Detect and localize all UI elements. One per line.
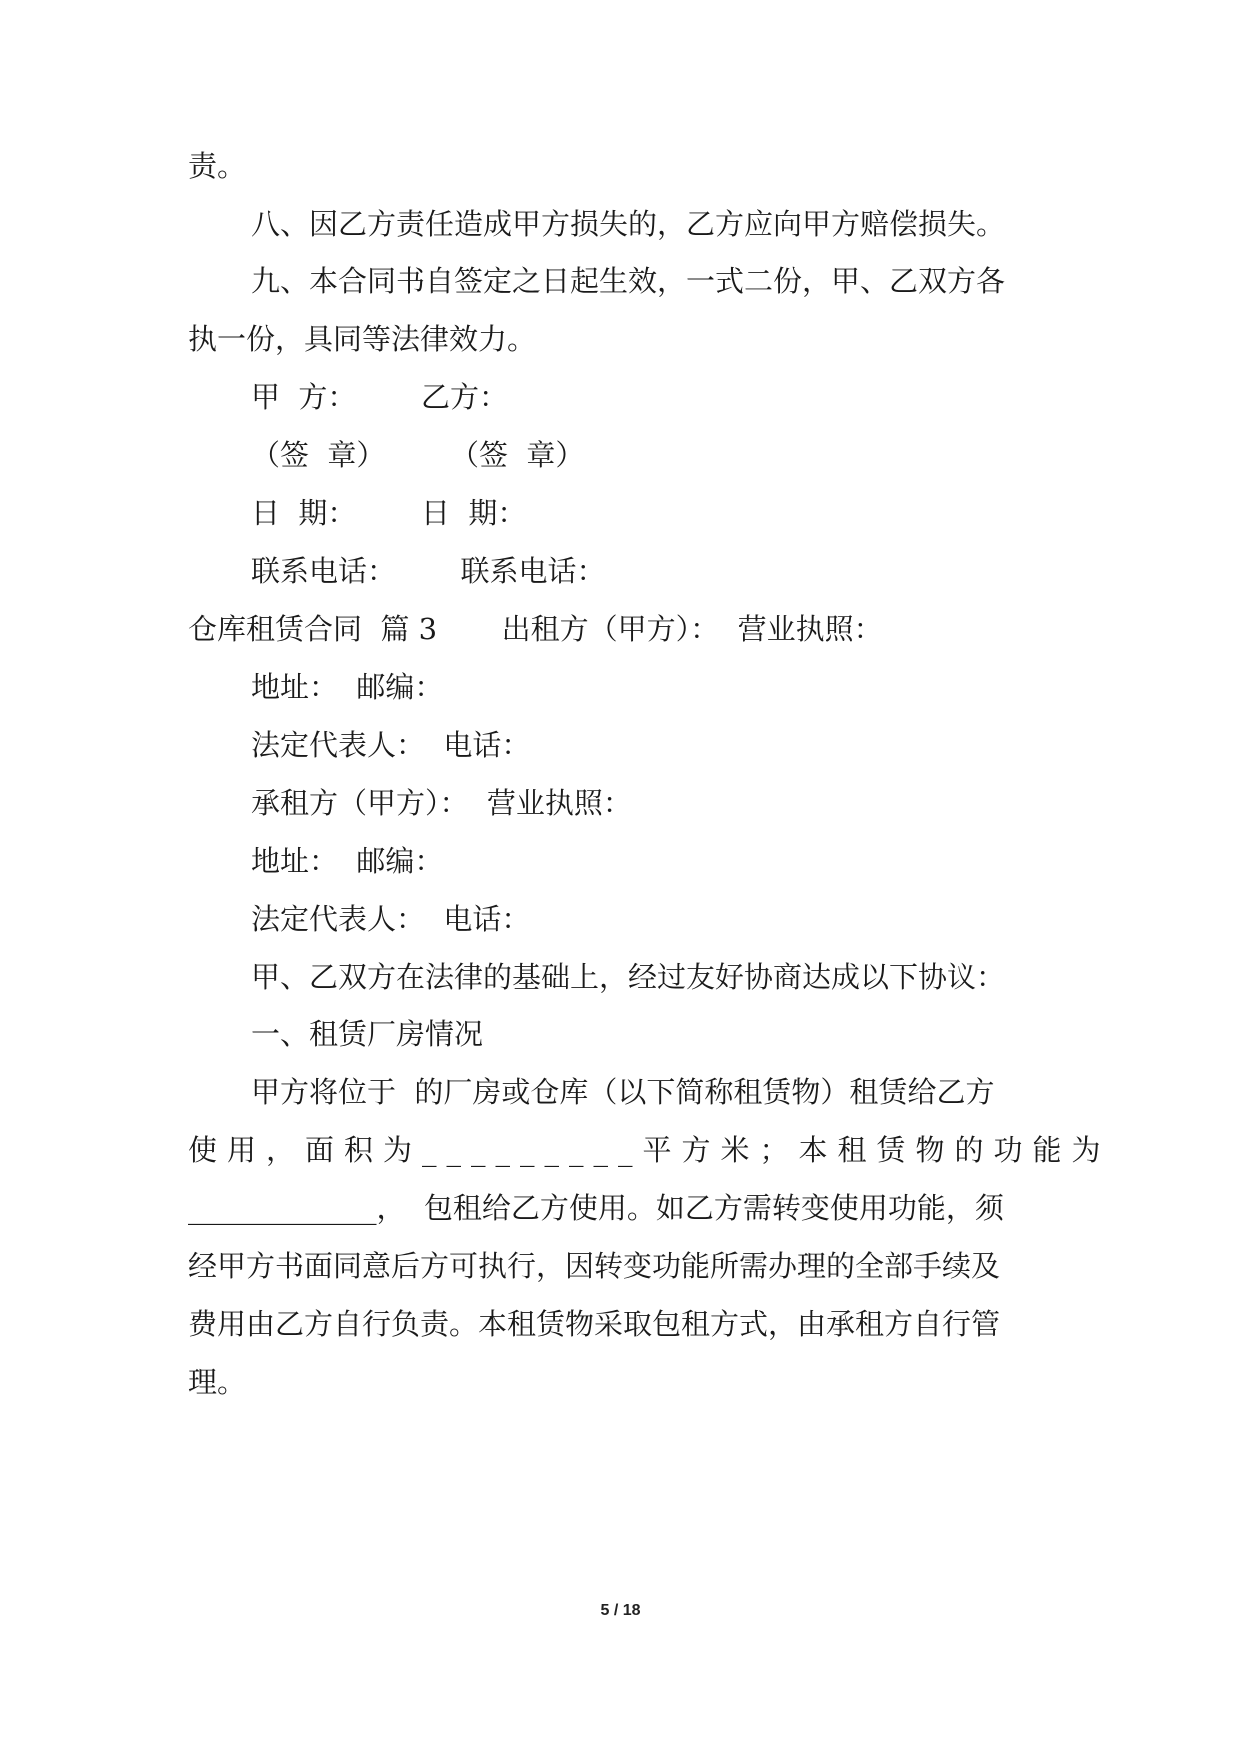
lessor-representative-line: 法定代表人： 电话：	[251, 728, 531, 762]
text-line: 执一份，具同等法律效力。	[188, 322, 537, 356]
signature-phone-row: 联系电话： 联系电话：	[251, 554, 606, 588]
contract-heading-line: 仓库租赁合同 篇 3 出租方（甲方）： 营业执照：	[188, 612, 883, 646]
paragraph-line: 甲方将位于 的厂房或仓库（以下简称租赁物）租赁给乙方	[251, 1075, 995, 1109]
paragraph-line: 使用，面积为_________平方米；本租赁物的功能为	[188, 1133, 1111, 1167]
lessee-representative-line: 法定代表人： 电话：	[251, 902, 531, 936]
paragraph-line: 理。	[188, 1365, 247, 1399]
lessee-line: 承租方（甲方）： 营业执照：	[251, 786, 632, 820]
clause-9: 九、本合同书自签定之日起生效，一式二份，甲、乙双方各	[251, 264, 1006, 298]
paragraph-line: 经甲方书面同意后方可执行，因转变功能所需办理的全部手续及	[188, 1249, 1001, 1283]
paragraph-line: _____________， 包租给乙方使用。如乙方需转变使用功能，须	[188, 1191, 1004, 1225]
text-line: 责。	[188, 149, 247, 183]
signature-party-row: 甲 方： 乙方：	[251, 380, 508, 414]
page-number: 5 / 18	[600, 1602, 641, 1619]
lessee-address-line: 地址： 邮编：	[251, 844, 444, 878]
agreement-intro: 甲、乙双方在法律的基础上，经过友好协商达成以下协议：	[251, 960, 1006, 994]
lessor-address-line: 地址： 邮编：	[251, 670, 444, 704]
signature-date-row: 日 期： 日 期：	[251, 496, 527, 530]
section-heading: 一、租赁厂房情况	[251, 1017, 484, 1051]
clause-8: 八、因乙方责任造成甲方损失的，乙方应向甲方赔偿损失。	[251, 207, 1006, 241]
signature-seal-row: （签 章） （签 章）	[251, 438, 585, 472]
paragraph-line: 费用由乙方自行负责。本租赁物采取包租方式，由承租方自行管	[188, 1307, 1001, 1341]
